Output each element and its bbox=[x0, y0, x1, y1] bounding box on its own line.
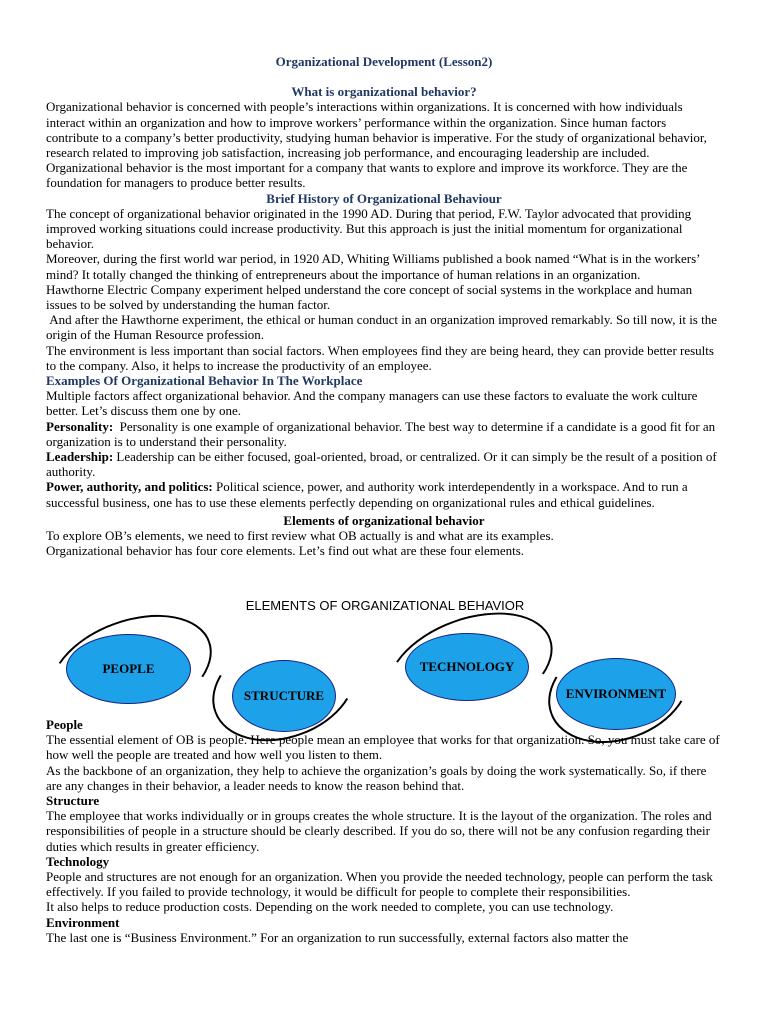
element-technology: TECHNOLOGY bbox=[405, 633, 529, 701]
example-power bbox=[46, 479, 722, 509]
paragraph: Organizational behavior is the most important for a company that wants to explore and improve its workforce. They are the foundation for managers to produce better results. bbox=[46, 160, 688, 191]
element-structure: STRUCTURE bbox=[232, 660, 336, 732]
element-heading-technology: Technology bbox=[46, 853, 110, 869]
paragraph: And after the Hawthorne experiment, the ethical or human conduct in an organization improved remarkably. So till now, it is the origin of the Human Resource profession. bbox=[46, 312, 721, 343]
document-top-block bbox=[46, 54, 722, 559]
element-heading-people: People bbox=[46, 717, 83, 732]
term-label: Leadership: bbox=[46, 449, 114, 465]
element-environment: ENVIRONMENT bbox=[556, 658, 676, 730]
term-text: Political science, power, and authority work interdependently in a workspace. And to run a successful business, one has to use these elements perfectly depending on organizational rules and ethical guidelines. bbox=[46, 479, 688, 510]
paragraph: As the backbone of an organization, they help to achieve the organization’s goals by doing the work systematically. So, if there are any changes in their behavior, a leader needs to know the reason behind that. bbox=[46, 762, 707, 793]
paragraph: It also helps to reduce production costs. Depending on the work needed to complete, you can use technology. bbox=[46, 899, 614, 915]
term-label: Power, authority, and politics: bbox=[46, 479, 213, 495]
document-bottom-block bbox=[46, 717, 722, 945]
paragraph: Hawthorne Electric Company experiment helped understand the core concept of social systems in the workplace and human issues to be solved by understanding the human factor. bbox=[46, 281, 693, 313]
section-heading-examples: Examples Of Organizational Behavior In The Workplace bbox=[46, 373, 363, 389]
paragraph: Multiple factors affect organizational behavior. And the company managers can use these factors to evaluate the work culture better. Let’s discuss them one by one. bbox=[46, 388, 698, 419]
paragraph: People and structures are not enough for an organization. When you provide the needed technology, people can perform the task effectively. If you failed to provide technology, it would be difficult for people to complete their responsibilities. bbox=[46, 869, 713, 900]
element-heading-structure: Structure bbox=[46, 793, 100, 809]
paragraph: The last one is “Business Environment.” For an organization to run successfully, external factors also matter the bbox=[46, 929, 629, 945]
section-heading-history: Brief History of Organizational Behaviour bbox=[266, 190, 502, 206]
paragraph: Organizational behavior has four core elements. Let’s find out what are these four elements. bbox=[46, 543, 525, 559]
term-label: Personality: bbox=[46, 418, 114, 434]
paragraph: To explore OB’s elements, we need to first review what OB actually is and what are its examples. bbox=[46, 528, 554, 544]
term-text: Leadership can be either focused, goal-oriented, broad, or centralized. Or it can simply be the result of a position of authority. bbox=[46, 449, 717, 480]
example-leadership bbox=[46, 449, 722, 479]
element-heading-environment: Environment bbox=[46, 914, 120, 930]
term-text: Personality is one example of organizational behavior. The best way to determine if a candidate is a good fit for an organization is to understand their personality. bbox=[46, 418, 719, 449]
paragraph: Organizational behavior is concerned with people’s interactions within organizations. It is concerned with how individuals interact within an organization and how to improve workers’ performance within the organization. Since human factors contribute to a company’s better productivity, studying human behavior is imperative. For the study of organizational behavior, research related to improving job satisfaction, increasing job performance, and encouraging leadership are included. bbox=[46, 99, 707, 161]
element-people: PEOPLE bbox=[66, 634, 191, 704]
paragraph: The concept of organizational behavior originated in the 1990 AD. During that period, F.W. Taylor advocated that providing improved working situations could increase productivity. But this approach is just the initial momentum for organizational behavior. bbox=[46, 205, 692, 252]
paragraph: The essential element of OB is people. Here people mean an employee that works for that organization. So, you must take care of how well the people are treated and how well you listen to them. bbox=[46, 732, 720, 763]
page-title: Organizational Development (Lesson2) bbox=[275, 54, 493, 69]
section-heading-elements: Elements of organizational behavior bbox=[283, 512, 485, 528]
paragraph: The employee that works individually or in groups creates the whole structure. It is the layout of the organization. The roles and responsibilities of people in a structure should be clearly described. If you do so, there will not be any confusion regarding their duties which results in greater efficiency. bbox=[46, 808, 712, 854]
example-personality bbox=[46, 419, 722, 449]
section-heading-what-is-ob: What is organizational behavior? bbox=[291, 84, 477, 100]
paragraph: The environment is less important than social factors. When employees find they are being heard, they can provide better results to the company. Also, it helps to increase the productivity of an employee. bbox=[46, 342, 714, 373]
paragraph: Moreover, during the first world war period, in 1920 AD, Whiting Williams published a book named “What is in the workers’ mind? It totally changed the thinking of entrepreneurs about the importance of human relations in an organization. bbox=[46, 251, 700, 282]
diagram-title: ELEMENTS OF ORGANIZATIONAL BEHAVIOR bbox=[245, 598, 525, 613]
